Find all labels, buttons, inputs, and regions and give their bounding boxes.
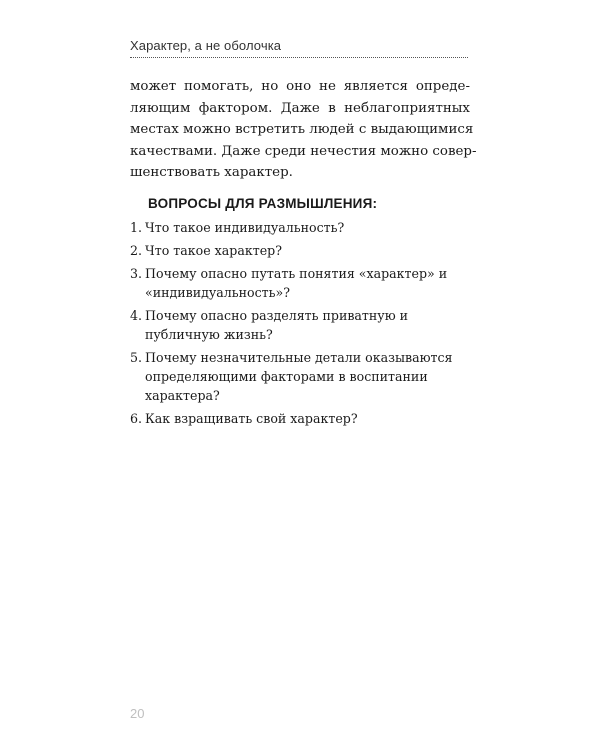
question-text: Почему опасно путать понятия «характер» и «индивидуальность»? (145, 266, 448, 300)
questions-heading: ВОПРОСЫ ДЛЯ РАЗМЫШЛЕНИЯ: (148, 196, 378, 211)
question-item (130, 241, 470, 260)
question-text: Почему незначительные детали оказываются определяющими факторами в воспитании характера? (145, 350, 453, 403)
question-number: 3. (130, 266, 143, 281)
page-number: 20 (130, 706, 145, 721)
question-item (130, 218, 470, 237)
running-head: Характер, а не оболочка (130, 38, 282, 53)
question-number: 6. (130, 411, 143, 426)
question-item (130, 409, 470, 428)
question-number: 4. (130, 308, 143, 323)
question-number: 2. (130, 243, 143, 258)
body-paragraph (130, 76, 477, 184)
question-text: Что такое индивидуальность? (145, 220, 345, 235)
question-text: Что такое характер? (145, 243, 282, 258)
question-item (130, 264, 470, 302)
question-item (130, 348, 470, 405)
question-item (130, 306, 470, 344)
paragraph-line: качествами. Даже среди нечестия можно совер- (130, 143, 477, 159)
question-number: 5. (130, 350, 143, 365)
paragraph-line: может помогать, но оно не является опреде- (130, 79, 470, 94)
question-text: Как взращивать свой характер? (145, 411, 358, 426)
paragraph-line: шенствовать характер. (130, 165, 293, 180)
paragraph-line: ляющим фактором. Даже в неблагоприятных (130, 100, 470, 116)
questions-list (130, 218, 470, 432)
question-number: 1. (130, 220, 143, 235)
question-text: Почему опасно разделять приватную и публичную жизнь? (145, 308, 409, 342)
running-head-dotted-rule (130, 57, 468, 58)
paragraph-line: местах можно встретить людей с выдающимися (130, 122, 474, 137)
